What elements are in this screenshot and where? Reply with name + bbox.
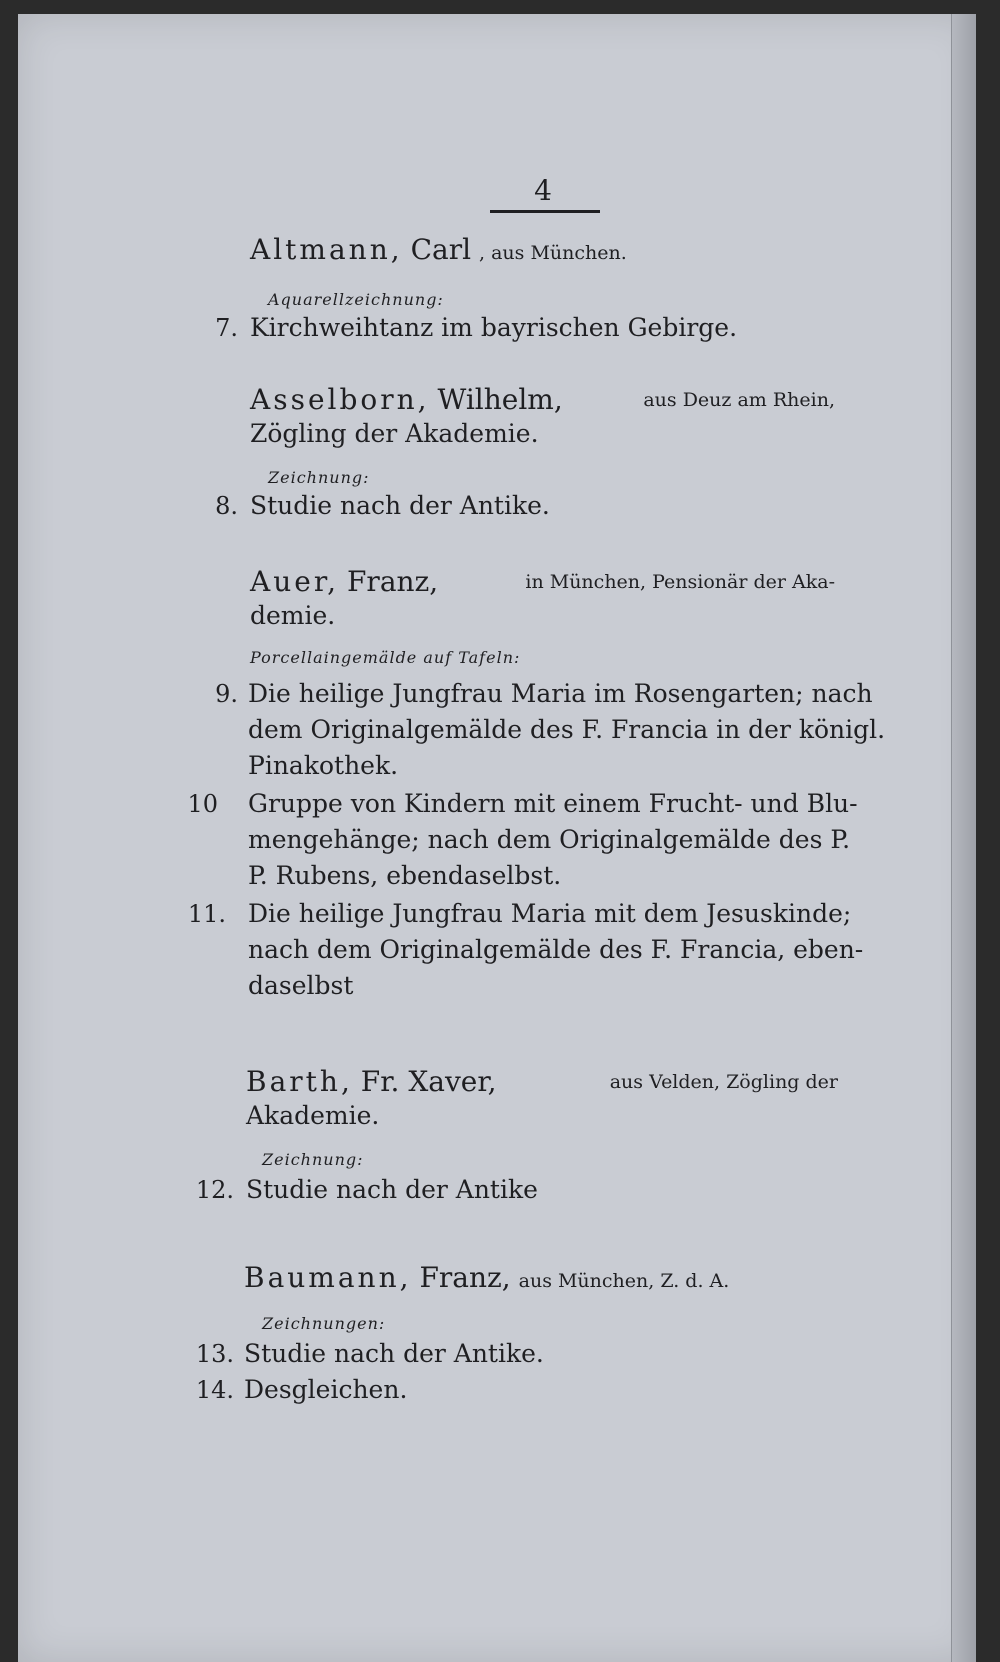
artist-given-name: Fr. Xaver,: [360, 1065, 497, 1098]
page-number-rule: [490, 210, 600, 213]
artist-origin: , aus München.: [479, 242, 627, 264]
artist-given-name: Carl: [410, 233, 472, 266]
catalogue-page: [18, 14, 976, 1662]
artist-line: [250, 384, 835, 417]
item-text: Studie nach der Antike.: [250, 491, 550, 520]
artist-status: Zögling der Akademie.: [250, 419, 539, 448]
artist-line: [246, 1066, 838, 1099]
artist-status: demie.: [250, 601, 336, 630]
artist-origin: aus Velden, Zögling der: [609, 1071, 838, 1093]
artist-line: [250, 234, 627, 269]
item-number: 12.: [195, 1176, 234, 1204]
artist-status: Akademie.: [246, 1101, 380, 1130]
artist-line: [244, 1262, 729, 1297]
artist-given-name: Wilhelm,: [437, 383, 563, 416]
item-text: P. Rubens, ebendaselbst.: [248, 861, 562, 890]
section-heading: Zeichnung:: [268, 468, 370, 487]
item-text: Studie nach der Antike.: [244, 1339, 544, 1368]
item-number: 10: [187, 790, 218, 818]
item-number: 14.: [195, 1376, 234, 1404]
item-number: 7.: [215, 314, 238, 342]
artist-origin: in München, Pensionär der Aka-: [525, 571, 835, 593]
artist-surname: Asselborn,: [250, 383, 430, 416]
item-text: daselbst: [248, 971, 354, 1000]
artist-given-name: Franz,: [347, 565, 439, 598]
item-number: 13.: [195, 1340, 234, 1368]
section-heading: Zeichnungen:: [262, 1314, 386, 1333]
page-edge: [951, 14, 976, 1662]
item-text: Kirchweihtanz im bayrischen Gebirge.: [250, 313, 738, 342]
item-number: 9.: [215, 680, 238, 708]
item-number: 11.: [187, 900, 226, 928]
artist-origin: aus München, Z. d. A.: [518, 1270, 730, 1292]
artist-surname: Altmann,: [250, 233, 403, 266]
section-heading: Aquarellzeichnung:: [268, 290, 444, 309]
section-heading: Porcellaingemälde auf Tafeln:: [250, 648, 521, 667]
item-text: nach dem Originalgemälde des F. Francia, eben-: [248, 935, 864, 964]
artist-given-name: Franz,: [419, 1261, 511, 1294]
item-text: mengehänge; nach dem Originalgemälde des P.: [248, 825, 851, 854]
item-text: Die heilige Jungfrau Maria mit dem Jesuskinde;: [248, 899, 852, 928]
item-text: Pinakothek.: [248, 751, 399, 780]
item-number: 8.: [215, 492, 238, 520]
artist-origin: aus Deuz am Rhein,: [643, 389, 835, 411]
item-text: Gruppe von Kindern mit einem Frucht- und Blu-: [248, 789, 858, 818]
artist-line: [250, 566, 835, 599]
item-text: Studie nach der Antike: [246, 1175, 538, 1204]
item-text: Die heilige Jungfrau Maria im Rosengarten; nach: [248, 679, 873, 708]
page-number: 4: [534, 174, 552, 207]
item-text: dem Originalgemälde des F. Francia in der königl.: [248, 715, 886, 744]
artist-surname: Barth,: [246, 1065, 353, 1098]
artist-surname: Baumann,: [244, 1261, 412, 1294]
section-heading: Zeichnung:: [262, 1150, 364, 1169]
artist-surname: Auer,: [250, 565, 340, 598]
item-text: Desgleichen.: [244, 1375, 408, 1404]
